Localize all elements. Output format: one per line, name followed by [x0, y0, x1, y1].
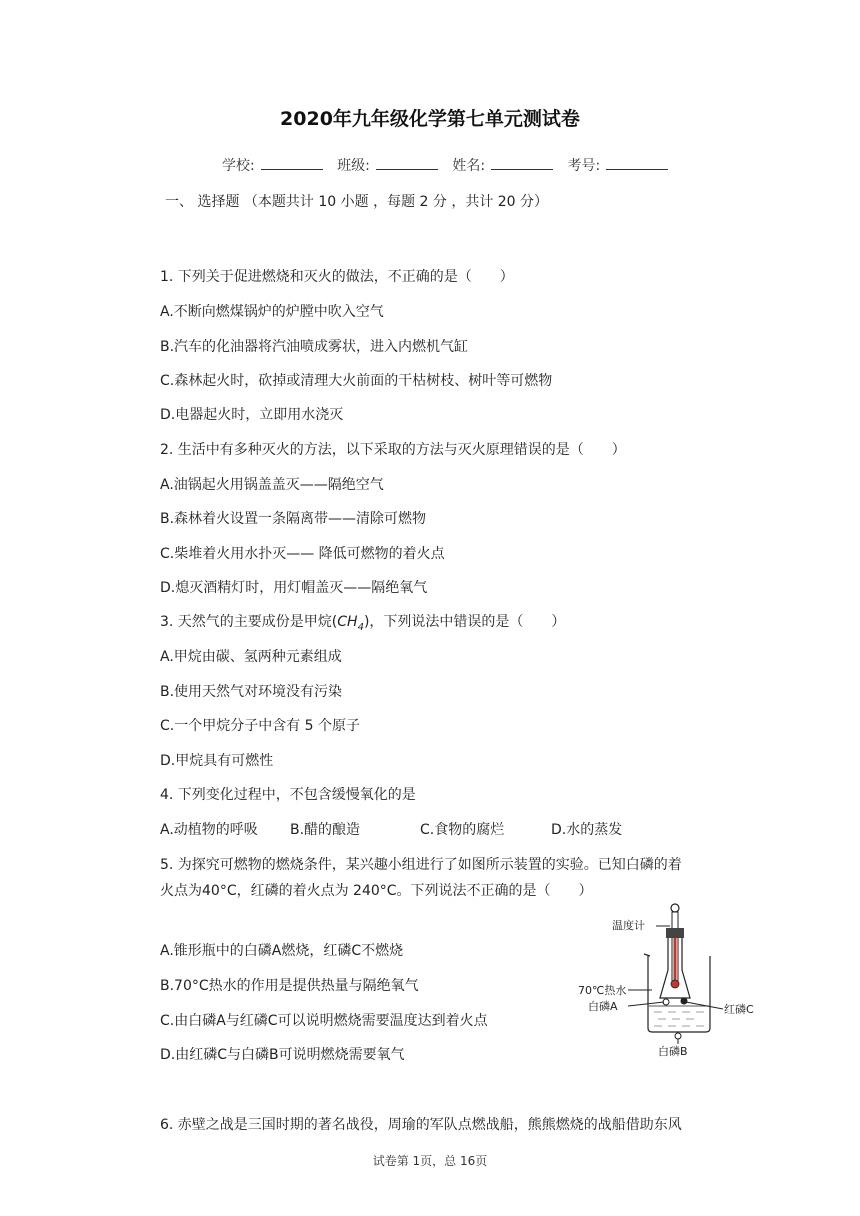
question-3-stem-pre: 3. 天然气的主要成份是甲烷( — [160, 614, 338, 630]
white-phosphorus-b-label: 白磷B — [658, 1045, 688, 1058]
question-1-stem: 1. 下列关于促进燃烧和灭火的做法，不正确的是（ ） — [160, 269, 514, 285]
page-title: 2020年九年级化学第七单元测试卷 — [280, 108, 580, 130]
question-2-option-b: B.森林着火设置一条隔离带——清除可燃物 — [160, 511, 427, 527]
question-2-option-c: C.柴堆着火用水扑灭—— 降低可燃物的着火点 — [160, 546, 445, 562]
question-5-option-b: B.70°C热水的作用是提供热量与隔绝氧气 — [160, 978, 419, 994]
page-footer: 试卷第 1页，总 16页 — [372, 1154, 488, 1168]
question-4-option-b: B.醋的酿造 — [290, 822, 361, 838]
question-6-stem: 6. 赤壁之战是三国时期的著名战役，周瑜的军队点燃战船，熊熊燃烧的战船借助东风 — [160, 1117, 682, 1133]
thermometer-label: 温度计 — [612, 919, 645, 932]
experiment-apparatus-drawing — [578, 898, 768, 1068]
question-1-option-c: C.森林起火时，砍掉或清理大火前面的干枯树枝、树叶等可燃物 — [160, 373, 553, 389]
question-4-option-d: D.水的蒸发 — [551, 822, 623, 838]
red-phosphorus-c-label: 红磷C — [724, 1003, 754, 1016]
exam-number-label: 考号: — [567, 158, 601, 174]
student-info-row — [222, 155, 678, 175]
name-blank — [491, 157, 553, 170]
question-1-option-a: A.不断向燃煤锅炉的炉膛中吹入空气 — [160, 304, 384, 320]
question-4-stem: 4. 下列变化过程中，不包含缓慢氧化的是 — [160, 787, 416, 803]
question-5-option-a: A.锥形瓶中的白磷A燃烧，红磷C不燃烧 — [160, 943, 404, 959]
exam-number-blank — [606, 157, 668, 170]
hot-water-label: 70℃热水 — [578, 984, 627, 997]
question-5-stem-line1: 5. 为探究可燃物的燃烧条件，某兴趣小组进行了如图所示装置的实验。已知白磷的着 — [160, 857, 682, 873]
question-5-option-c: C.由白磷A与红磷C可以说明燃烧需要温度达到着火点 — [160, 1013, 488, 1029]
experiment-figure — [578, 898, 768, 1068]
question-3-option-b: B.使用天然气对环境没有污染 — [160, 684, 343, 700]
methane-formula: $CH_4$ — [337, 614, 364, 633]
question-3-option-c: C.一个甲烷分子中含有 5 个原子 — [160, 718, 361, 734]
question-1-option-b: B.汽车的化油器将汽油喷成雾状，进入内燃机气缸 — [160, 339, 469, 355]
question-5-stem-line2: 火点为40°C，红磷的着火点为 240°C。下列说法不正确的是（ ） — [160, 883, 593, 899]
question-2-option-d: D.熄灭酒精灯时，用灯帽盖灭——隔绝氧气 — [160, 580, 428, 596]
question-4-option-a: A.动植物的呼吸 — [160, 822, 258, 838]
name-label: 姓名: — [452, 158, 486, 174]
class-label: 班级: — [337, 158, 370, 174]
white-phosphorus-a-label: 白磷A — [588, 1000, 618, 1013]
question-3-stem — [160, 611, 565, 633]
question-5-option-d: D.由红磷C与白磷B可说明燃烧需要氧气 — [160, 1047, 405, 1063]
question-2-stem: 2. 生活中有多种灭火的方法，以下采取的方法与灭火原理错误的是（ ） — [160, 442, 626, 458]
question-3-option-a: A.甲烷由碳、氢两种元素组成 — [160, 649, 342, 665]
section-heading: 一、 选择题 （本题共计 10 小题 ，每题 2 分 ，共计 20 分） — [165, 194, 549, 210]
school-blank — [261, 157, 323, 170]
question-2-option-a: A.油锅起火用锅盖盖灭——隔绝空气 — [160, 477, 384, 493]
question-3-option-d: D.甲烷具有可燃性 — [160, 753, 274, 769]
question-4-option-c: C.食物的腐烂 — [420, 822, 505, 838]
class-blank — [376, 157, 438, 170]
question-1-option-d: D.电器起火时，立即用水浇灭 — [160, 407, 344, 423]
school-label: 学校: — [222, 158, 255, 174]
question-3-stem-post: )，下列说法中错误的是（ ） — [363, 614, 566, 630]
